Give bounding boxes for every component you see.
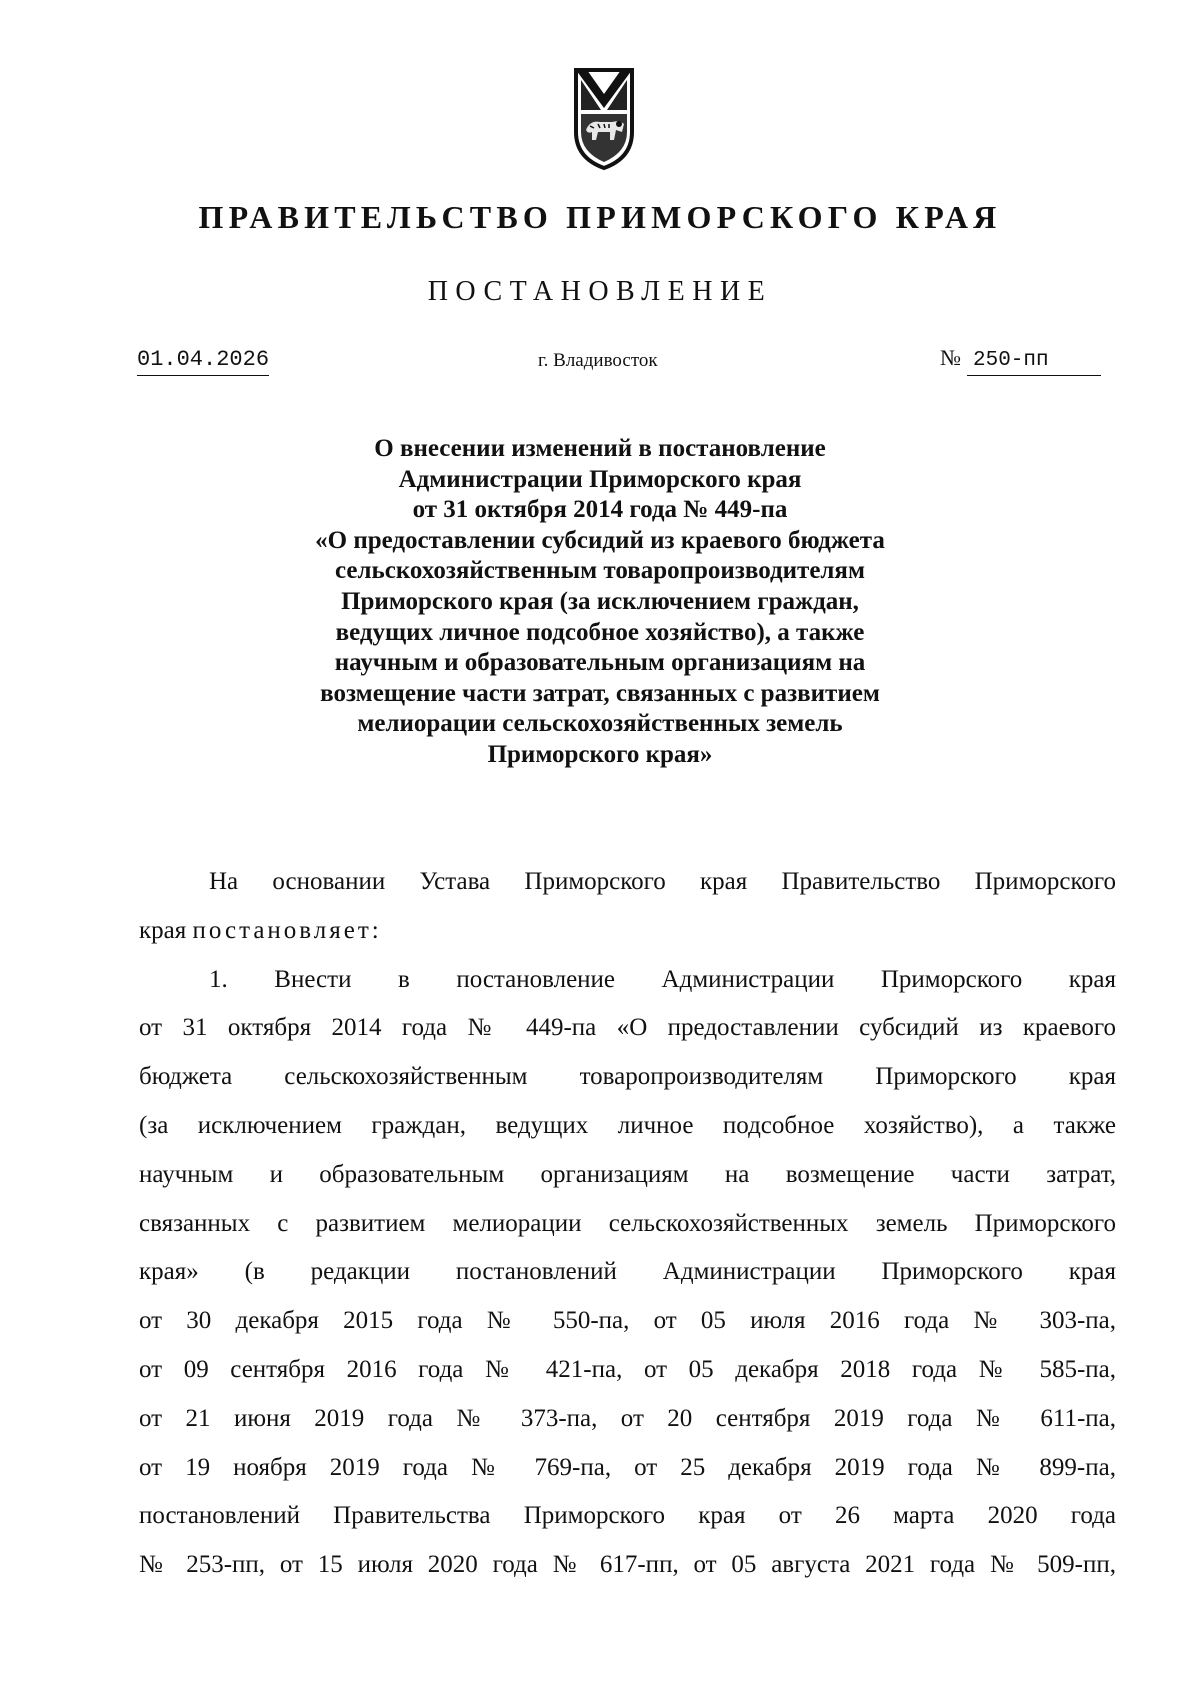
item-line: от 31 октября 2014 года № 449-па «О предоставлении субсидий из краевого: [139, 1014, 1116, 1042]
item-line: 1. Внести в постановление Администрации Приморского края: [209, 965, 1116, 993]
government-title: ПРАВИТЕЛЬСТВО ПРИМОРСКОГО КРАЯ: [198, 199, 1002, 235]
item-line: от 21 июня 2019 года № 373-па, от 20 сентября 2019 года № 611-па,: [139, 1404, 1116, 1432]
item-line: постановлений Правительства Приморского края от 26 марта 2020 года: [139, 1502, 1116, 1530]
subject-line: Приморского края»: [487, 740, 713, 768]
subject-line: ведущих личное подсобное хозяйство), а также: [335, 618, 865, 646]
item-line: № 253-пп, от 15 июля 2020 года № 617-пп, от 05 августа 2021 года № 509-пп,: [139, 1551, 1116, 1579]
subject-line: сельскохозяйственным товаропроизводителям: [334, 557, 865, 585]
document-city: г. Владивосток: [538, 350, 658, 371]
subject-line: от 31 октября 2014 года № 449-па: [412, 496, 788, 524]
preamble-line: На основании Устава Приморского края Правительство Приморского: [209, 868, 1116, 895]
document-number: [940, 344, 1101, 376]
subject-line: «О предоставлении субсидий из краевого бюджета: [315, 526, 885, 554]
subject-line: научным и образовательным организациям на: [334, 649, 866, 677]
item-line: связанных с развитием мелиорации сельскохозяйственных земель Приморского: [139, 1209, 1116, 1237]
item-line: научным и образовательным организациям на возмещение части затрат,: [139, 1160, 1116, 1188]
coat-of-arms-emblem: [572, 66, 636, 172]
item-line: (за исключением граждан, ведущих личное подсобное хозяйство), а также: [139, 1111, 1116, 1139]
item-line: от 30 декабря 2015 года № 550-па, от 05 июля 2016 года № 303-па,: [139, 1307, 1116, 1335]
preamble-verb: постановляет:: [192, 916, 382, 944]
item-line: от 19 ноября 2019 года № 769-па, от 25 декабря 2019 года № 899-па,: [139, 1453, 1116, 1481]
document-date: 01.04.2026: [137, 346, 269, 376]
item-line: бюджета сельскохозяйственным товаропроизводителям Приморского края: [139, 1063, 1116, 1091]
subject-line: мелиорации сельскохозяйственных земель: [357, 710, 843, 738]
preamble-prefix: края: [139, 916, 187, 944]
item-line: от 09 сентября 2016 года № 421-па, от 05 декабря 2018 года № 585-па,: [139, 1355, 1116, 1383]
subject-line: Администрации Приморского края: [398, 465, 802, 493]
document-type: ПОСТАНОВЛЕНИЕ: [427, 276, 773, 307]
number-sign: №: [940, 345, 961, 370]
number-value: 250-пп: [967, 347, 1101, 376]
document-body: [139, 858, 1116, 1590]
document-subject: [240, 434, 960, 771]
subject-line: О внесении изменений в постановление: [374, 435, 826, 462]
item-line: края» (в редакции постановлений Администрации Приморского края: [139, 1258, 1116, 1286]
subject-line: Приморского края (за исключением граждан,: [341, 587, 859, 615]
subject-line: возмещение части затрат, связанных с развитием: [320, 679, 880, 707]
preamble-line: [139, 907, 1116, 956]
